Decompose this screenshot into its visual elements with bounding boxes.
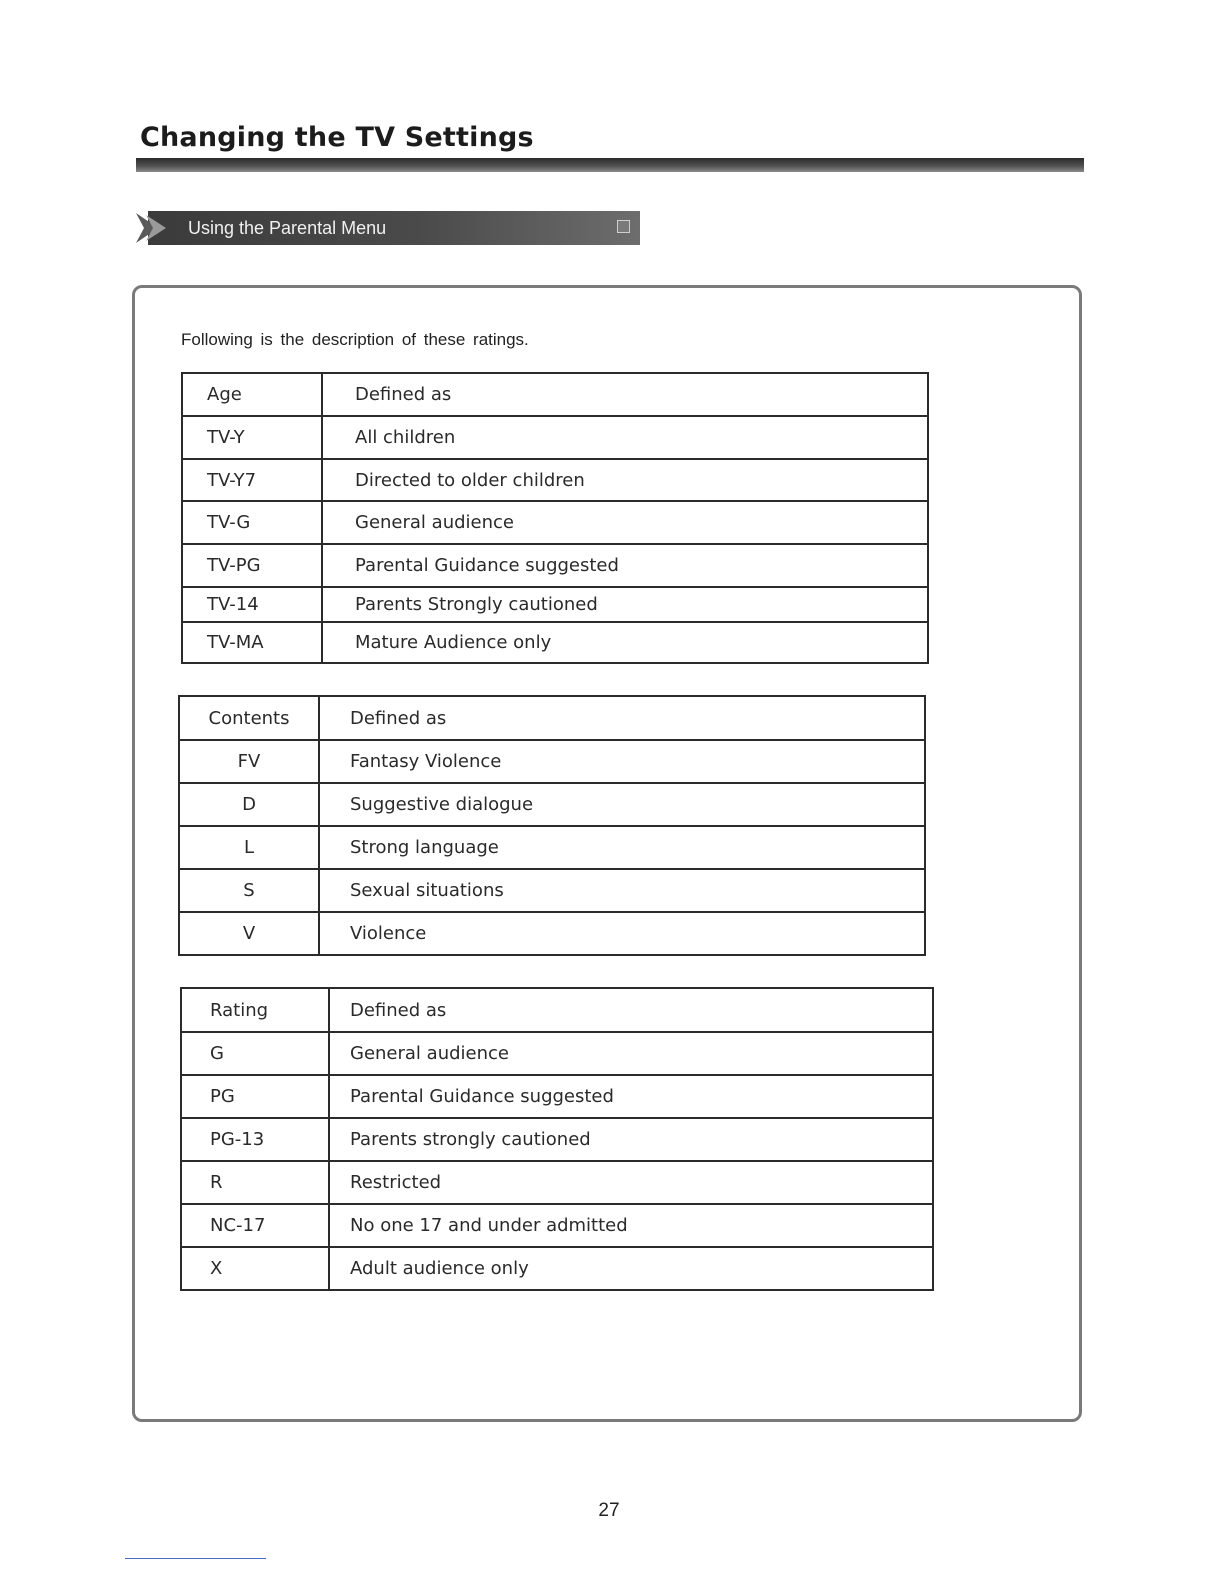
rating-code: TV-G [182,501,322,544]
column-header: Defined as [319,696,925,740]
table-header-row [181,988,933,1032]
column-header: Age [182,373,322,416]
table-row [179,912,925,955]
content-definition: Sexual situations [319,869,925,912]
table-row [182,501,928,544]
page-title: Changing the TV Settings [140,122,534,153]
rating-code: PG-13 [181,1118,329,1161]
rating-definition: Adult audience only [329,1247,933,1290]
column-header: Defined as [329,988,933,1032]
table-row [181,1161,933,1204]
table-row [181,1204,933,1247]
column-header: Defined as [322,373,928,416]
column-header: Contents [179,696,319,740]
movie-ratings-table [180,987,934,1291]
table-header-row [179,696,925,740]
rating-definition: General audience [329,1032,933,1075]
table-row [179,826,925,869]
table-row [182,459,928,501]
rating-definition: Parents strongly cautioned [329,1118,933,1161]
rating-code: G [181,1032,329,1075]
table-row [181,1247,933,1290]
content-definition: Fantasy Violence [319,740,925,783]
title-rule [136,158,1084,172]
table-row [181,1118,933,1161]
rating-code: PG [181,1075,329,1118]
section-title: Using the Parental Menu [188,218,387,238]
rating-definition: General audience [322,501,928,544]
age-ratings-table [181,372,929,664]
intro-text: Following is the description of these ratings. [181,330,529,349]
rating-code: R [181,1161,329,1204]
rating-code: X [181,1247,329,1290]
table-row [179,783,925,826]
rating-definition: Mature Audience only [322,622,928,663]
table-row [181,1075,933,1118]
table-header-row [182,373,928,416]
table-row [182,587,928,622]
rating-definition: Directed to older children [322,459,928,501]
table-row [182,622,928,663]
rating-code: TV-MA [182,622,322,663]
content-definition: Violence [319,912,925,955]
content-definition: Strong language [319,826,925,869]
rating-definition: No one 17 and under admitted [329,1204,933,1247]
content-code: D [179,783,319,826]
table-row [182,416,928,459]
content-definition: Suggestive dialogue [319,783,925,826]
table-row [181,1032,933,1075]
rating-code: TV-14 [182,587,322,622]
footer-link-line [125,1558,266,1559]
table-row [182,544,928,587]
rating-code: TV-Y7 [182,459,322,501]
rating-code: TV-PG [182,544,322,587]
content-code: FV [179,740,319,783]
table-row [179,740,925,783]
rating-definition: Parents Strongly cautioned [322,587,928,622]
rating-code: TV-Y [182,416,322,459]
content-code: S [179,869,319,912]
rating-definition: Restricted [329,1161,933,1204]
rating-code: NC-17 [181,1204,329,1247]
content-code: L [179,826,319,869]
rating-definition: All children [322,416,928,459]
content-code: V [179,912,319,955]
chevron-right-icon [136,211,184,245]
page-number: 27 [598,1500,620,1521]
section-banner [136,211,640,245]
rating-definition: Parental Guidance suggested [322,544,928,587]
column-header: Rating [181,988,329,1032]
rating-definition: Parental Guidance suggested [329,1075,933,1118]
menu-square-icon [617,220,630,233]
table-row [179,869,925,912]
content-ratings-table [178,695,926,956]
